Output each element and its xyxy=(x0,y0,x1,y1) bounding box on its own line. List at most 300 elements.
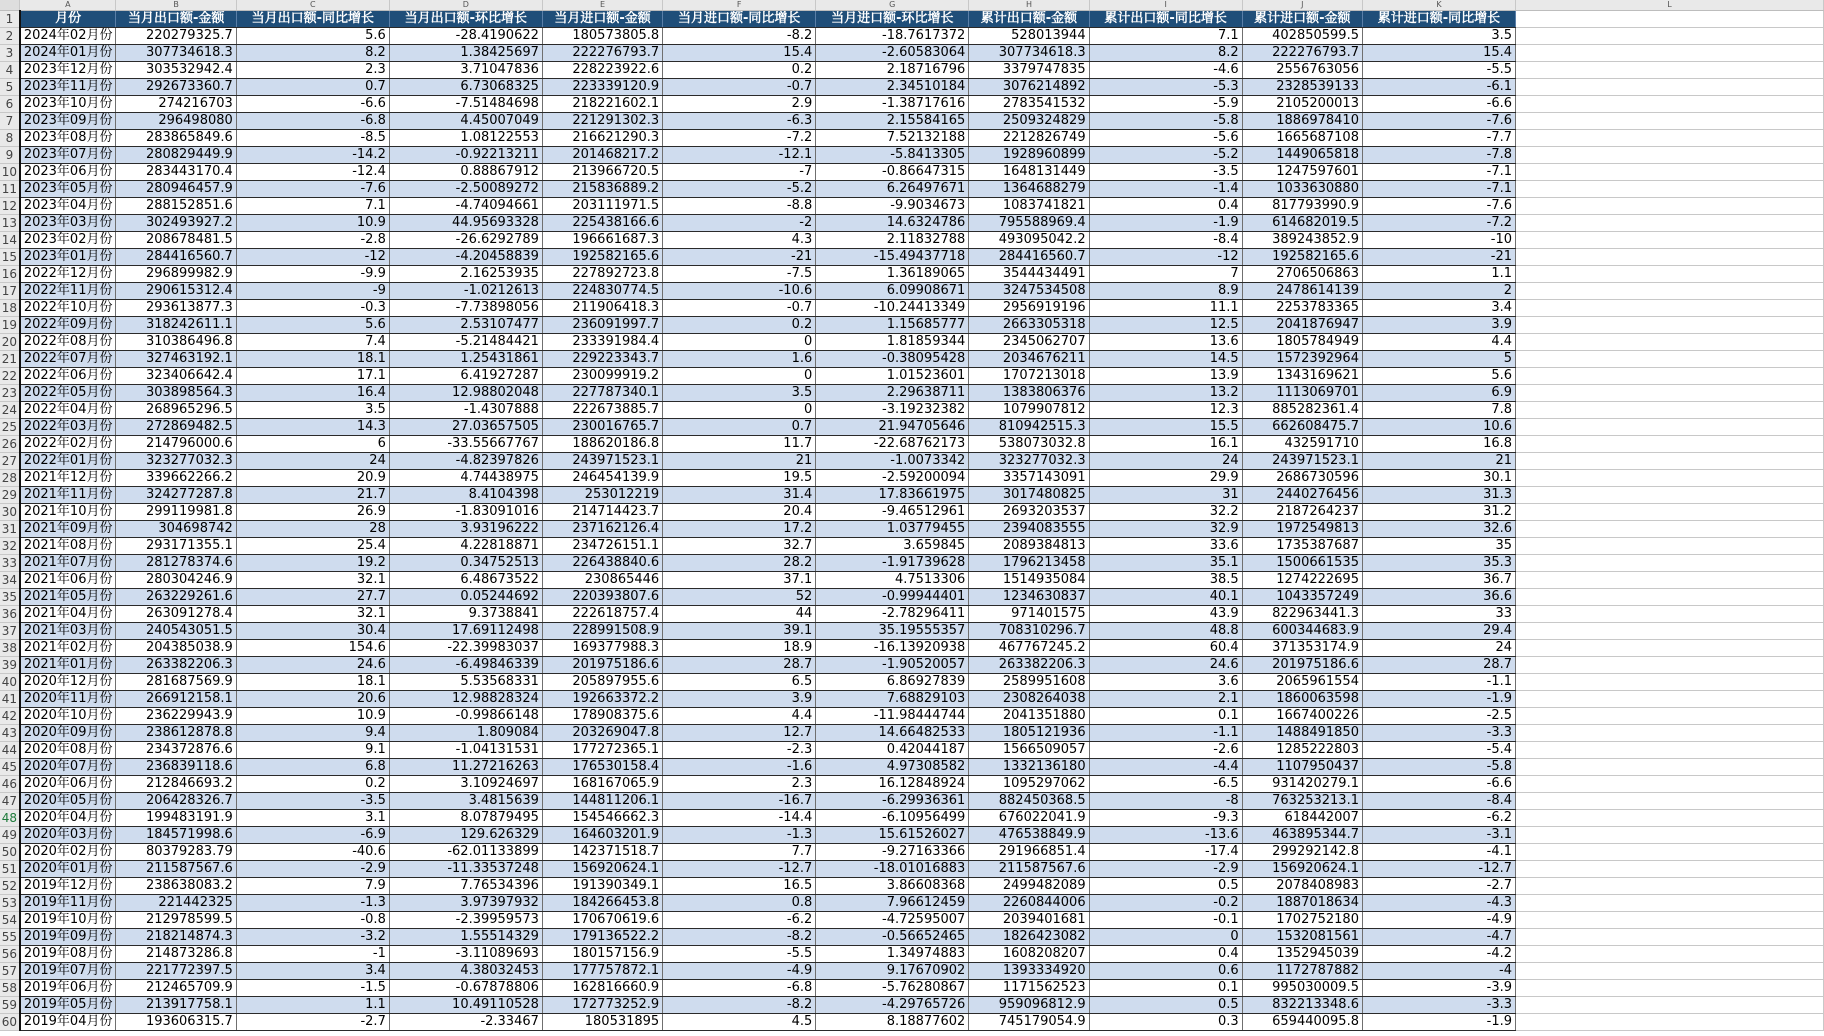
month-cell[interactable]: 2023年09月份 xyxy=(20,113,116,130)
value-cell[interactable]: 162816660.9 xyxy=(542,980,662,997)
empty-cell[interactable] xyxy=(1516,487,1824,504)
value-cell[interactable]: 246454139.9 xyxy=(542,470,662,487)
value-cell[interactable]: 201468217.2 xyxy=(542,147,662,164)
value-cell[interactable]: 1500661535 xyxy=(1242,555,1362,572)
empty-cell[interactable] xyxy=(1516,198,1824,215)
value-cell[interactable]: -0.99944401 xyxy=(816,589,969,606)
empty-cell[interactable] xyxy=(1516,283,1824,300)
value-cell[interactable]: -21 xyxy=(1362,249,1515,266)
value-cell[interactable]: 144811206.1 xyxy=(542,793,662,810)
value-cell[interactable]: 959096812.9 xyxy=(969,997,1089,1014)
row-number[interactable]: 55 xyxy=(0,929,20,946)
value-cell[interactable]: 26.9 xyxy=(236,504,389,521)
value-cell[interactable]: 339662266.2 xyxy=(116,470,236,487)
value-cell[interactable]: -3.1 xyxy=(1362,827,1515,844)
value-cell[interactable]: 3.6 xyxy=(1089,674,1242,691)
value-cell[interactable]: -6.2 xyxy=(1362,810,1515,827)
value-cell[interactable]: -12.1 xyxy=(663,147,816,164)
value-cell[interactable]: 971401575 xyxy=(969,606,1089,623)
value-cell[interactable]: -33.55667767 xyxy=(389,436,542,453)
empty-cell[interactable] xyxy=(1516,895,1824,912)
value-cell[interactable]: 236091997.7 xyxy=(542,317,662,334)
value-cell[interactable]: 3.659845 xyxy=(816,538,969,555)
value-cell[interactable]: -14.4 xyxy=(663,810,816,827)
value-cell[interactable]: 32.2 xyxy=(1089,504,1242,521)
empty-cell[interactable] xyxy=(1516,147,1824,164)
value-cell[interactable]: -4.9 xyxy=(1362,912,1515,929)
row-number[interactable]: 7 xyxy=(0,113,20,130)
value-cell[interactable]: 290615312.4 xyxy=(116,283,236,300)
value-cell[interactable]: 222276793.7 xyxy=(1242,45,1362,62)
value-cell[interactable]: 154.6 xyxy=(236,640,389,657)
row-number[interactable]: 39 xyxy=(0,657,20,674)
value-cell[interactable]: -7.5 xyxy=(663,266,816,283)
month-cell[interactable]: 2019年06月份 xyxy=(20,980,116,997)
value-cell[interactable]: -7.1 xyxy=(1362,164,1515,181)
month-cell[interactable]: 2019年09月份 xyxy=(20,929,116,946)
value-cell[interactable]: -6.9 xyxy=(236,827,389,844)
column-header-l[interactable]: L xyxy=(1516,0,1824,11)
value-cell[interactable]: 204385038.9 xyxy=(116,640,236,657)
value-cell[interactable]: 882450368.5 xyxy=(969,793,1089,810)
value-cell[interactable]: 272869482.5 xyxy=(116,419,236,436)
value-cell[interactable]: 1.25431861 xyxy=(389,351,542,368)
value-cell[interactable]: -1.6 xyxy=(663,759,816,776)
value-cell[interactable]: -14.2 xyxy=(236,147,389,164)
value-cell[interactable]: 213966720.5 xyxy=(542,164,662,181)
month-cell[interactable]: 2022年02月份 xyxy=(20,436,116,453)
value-cell[interactable]: -2.33467 xyxy=(389,1014,542,1031)
value-cell[interactable]: -5.76280867 xyxy=(816,980,969,997)
value-cell[interactable]: -2.7 xyxy=(1362,878,1515,895)
value-cell[interactable]: -1 xyxy=(236,946,389,963)
value-cell[interactable]: -2.39959573 xyxy=(389,912,542,929)
value-cell[interactable]: 31.4 xyxy=(663,487,816,504)
value-cell[interactable]: 1886978410 xyxy=(1242,113,1362,130)
month-cell[interactable]: 2022年05月份 xyxy=(20,385,116,402)
value-cell[interactable]: 2065961554 xyxy=(1242,674,1362,691)
value-cell[interactable]: -7.51484698 xyxy=(389,96,542,113)
empty-cell[interactable] xyxy=(1516,402,1824,419)
value-cell[interactable]: -1.9 xyxy=(1089,215,1242,232)
value-cell[interactable]: 7.52132188 xyxy=(816,130,969,147)
value-cell[interactable]: 4.22818871 xyxy=(389,538,542,555)
value-cell[interactable]: 2.11832788 xyxy=(816,232,969,249)
value-cell[interactable]: 230099919.2 xyxy=(542,368,662,385)
value-cell[interactable]: 817793990.9 xyxy=(1242,198,1362,215)
value-cell[interactable]: -9.9034673 xyxy=(816,198,969,215)
value-cell[interactable]: 17.1 xyxy=(236,368,389,385)
value-cell[interactable]: 5.6 xyxy=(236,28,389,45)
value-cell[interactable]: 6.09908671 xyxy=(816,283,969,300)
month-cell[interactable]: 2022年09月份 xyxy=(20,317,116,334)
value-cell[interactable]: 43.9 xyxy=(1089,606,1242,623)
row-number[interactable]: 36 xyxy=(0,606,20,623)
value-cell[interactable]: 236839118.6 xyxy=(116,759,236,776)
value-cell[interactable]: -1.0212613 xyxy=(389,283,542,300)
header-cell[interactable]: 累计出口额-同比增长 xyxy=(1089,11,1242,28)
value-cell[interactable]: 2.9 xyxy=(663,96,816,113)
value-cell[interactable]: -4.2 xyxy=(1362,946,1515,963)
value-cell[interactable]: -12 xyxy=(236,249,389,266)
value-cell[interactable]: 292673360.7 xyxy=(116,79,236,96)
value-cell[interactable]: 238638083.2 xyxy=(116,878,236,895)
value-cell[interactable]: 822963441.3 xyxy=(1242,606,1362,623)
value-cell[interactable]: -1.91739628 xyxy=(816,555,969,572)
value-cell[interactable]: 28.7 xyxy=(1362,657,1515,674)
empty-cell[interactable] xyxy=(1516,674,1824,691)
value-cell[interactable]: -3.11089693 xyxy=(389,946,542,963)
value-cell[interactable]: 15.5 xyxy=(1089,419,1242,436)
empty-cell[interactable] xyxy=(1516,742,1824,759)
value-cell[interactable]: 931420279.1 xyxy=(1242,776,1362,793)
value-cell[interactable]: 266912158.1 xyxy=(116,691,236,708)
empty-cell[interactable] xyxy=(1516,300,1824,317)
value-cell[interactable]: 17.69112498 xyxy=(389,623,542,640)
value-cell[interactable]: 222618757.4 xyxy=(542,606,662,623)
value-cell[interactable]: 156920624.1 xyxy=(1242,861,1362,878)
value-cell[interactable]: 3.5 xyxy=(663,385,816,402)
value-cell[interactable]: 21.7 xyxy=(236,487,389,504)
value-cell[interactable]: 16.12848924 xyxy=(816,776,969,793)
empty-cell[interactable] xyxy=(1516,657,1824,674)
value-cell[interactable]: 201975186.6 xyxy=(542,657,662,674)
value-cell[interactable]: 0.42044187 xyxy=(816,742,969,759)
value-cell[interactable]: 1.01523601 xyxy=(816,368,969,385)
value-cell[interactable]: 2212826749 xyxy=(969,130,1089,147)
empty-cell[interactable] xyxy=(1516,130,1824,147)
value-cell[interactable]: -4.1 xyxy=(1362,844,1515,861)
value-cell[interactable]: -8.2 xyxy=(663,997,816,1014)
value-cell[interactable]: 3.1 xyxy=(236,810,389,827)
value-cell[interactable]: -21 xyxy=(663,249,816,266)
value-cell[interactable]: 1352945039 xyxy=(1242,946,1362,963)
value-cell[interactable]: 1113069701 xyxy=(1242,385,1362,402)
value-cell[interactable]: -22.68762173 xyxy=(816,436,969,453)
value-cell[interactable]: 142371518.7 xyxy=(542,844,662,861)
value-cell[interactable]: 280946457.9 xyxy=(116,181,236,198)
column-header-f[interactable]: F xyxy=(663,0,816,11)
value-cell[interactable]: 1796213458 xyxy=(969,555,1089,572)
value-cell[interactable]: 0 xyxy=(663,334,816,351)
column-header-d[interactable]: D xyxy=(389,0,542,11)
value-cell[interactable]: 30.4 xyxy=(236,623,389,640)
value-cell[interactable]: -6.10956499 xyxy=(816,810,969,827)
value-cell[interactable]: 233391984.4 xyxy=(542,334,662,351)
row-number[interactable]: 57 xyxy=(0,963,20,980)
value-cell[interactable]: 24 xyxy=(1089,453,1242,470)
value-cell[interactable]: 2556763056 xyxy=(1242,62,1362,79)
value-cell[interactable]: 3.86608368 xyxy=(816,878,969,895)
value-cell[interactable]: 188620186.8 xyxy=(542,436,662,453)
row-number[interactable]: 10 xyxy=(0,164,20,181)
value-cell[interactable]: 236229943.9 xyxy=(116,708,236,725)
value-cell[interactable]: 201975186.6 xyxy=(1242,657,1362,674)
value-cell[interactable]: -7.1 xyxy=(1362,181,1515,198)
value-cell[interactable]: -8 xyxy=(1089,793,1242,810)
value-cell[interactable]: 205897955.6 xyxy=(542,674,662,691)
value-cell[interactable]: 3.9 xyxy=(1362,317,1515,334)
value-cell[interactable]: 177757872.1 xyxy=(542,963,662,980)
value-cell[interactable]: 192582165.6 xyxy=(542,249,662,266)
value-cell[interactable]: 310386496.8 xyxy=(116,334,236,351)
value-cell[interactable]: 1.03779455 xyxy=(816,521,969,538)
value-cell[interactable]: 3076214892 xyxy=(969,79,1089,96)
value-cell[interactable]: 6.5 xyxy=(663,674,816,691)
value-cell[interactable]: 4.3 xyxy=(663,232,816,249)
value-cell[interactable]: -3.3 xyxy=(1362,725,1515,742)
value-cell[interactable]: 0.1 xyxy=(1089,708,1242,725)
value-cell[interactable]: 2956919196 xyxy=(969,300,1089,317)
empty-cell[interactable] xyxy=(1516,45,1824,62)
value-cell[interactable]: 230865446 xyxy=(542,572,662,589)
value-cell[interactable]: 318242611.1 xyxy=(116,317,236,334)
value-cell[interactable]: -8.4 xyxy=(1089,232,1242,249)
value-cell[interactable]: 60.4 xyxy=(1089,640,1242,657)
value-cell[interactable]: 168167065.9 xyxy=(542,776,662,793)
value-cell[interactable]: -2.3 xyxy=(663,742,816,759)
value-cell[interactable]: 2.34510184 xyxy=(816,79,969,96)
value-cell[interactable]: -1.04131531 xyxy=(389,742,542,759)
value-cell[interactable]: -7.8 xyxy=(1362,147,1515,164)
value-cell[interactable]: 32.1 xyxy=(236,572,389,589)
value-cell[interactable]: 178908375.6 xyxy=(542,708,662,725)
value-cell[interactable]: 8.2 xyxy=(1089,45,1242,62)
value-cell[interactable]: -3.5 xyxy=(236,793,389,810)
month-cell[interactable]: 2020年08月份 xyxy=(20,742,116,759)
empty-cell[interactable] xyxy=(1516,11,1824,28)
value-cell[interactable]: 3.5 xyxy=(236,402,389,419)
value-cell[interactable]: 0.4 xyxy=(1089,946,1242,963)
value-cell[interactable]: 221291302.3 xyxy=(542,113,662,130)
value-cell[interactable]: 281687569.9 xyxy=(116,674,236,691)
month-cell[interactable]: 2021年05月份 xyxy=(20,589,116,606)
month-cell[interactable]: 2023年07月份 xyxy=(20,147,116,164)
value-cell[interactable]: 371353174.9 xyxy=(1242,640,1362,657)
value-cell[interactable]: 9.1 xyxy=(236,742,389,759)
value-cell[interactable]: 1274222695 xyxy=(1242,572,1362,589)
month-cell[interactable]: 2019年08月份 xyxy=(20,946,116,963)
value-cell[interactable]: 229223343.7 xyxy=(542,351,662,368)
value-cell[interactable]: -0.8 xyxy=(236,912,389,929)
month-cell[interactable]: 2021年09月份 xyxy=(20,521,116,538)
value-cell[interactable]: -2.9 xyxy=(236,861,389,878)
value-cell[interactable]: 2499482089 xyxy=(969,878,1089,895)
value-cell[interactable]: -0.7 xyxy=(663,79,816,96)
month-cell[interactable]: 2022年01月份 xyxy=(20,453,116,470)
value-cell[interactable]: 13.2 xyxy=(1089,385,1242,402)
value-cell[interactable]: -6.5 xyxy=(1089,776,1242,793)
value-cell[interactable]: 304698742 xyxy=(116,521,236,538)
value-cell[interactable]: 7 xyxy=(1089,266,1242,283)
value-cell[interactable]: 16.8 xyxy=(1362,436,1515,453)
value-cell[interactable]: 324277287.8 xyxy=(116,487,236,504)
value-cell[interactable]: 184266453.8 xyxy=(542,895,662,912)
empty-cell[interactable] xyxy=(1516,980,1824,997)
value-cell[interactable]: 0.88867912 xyxy=(389,164,542,181)
value-cell[interactable]: -7.2 xyxy=(1362,215,1515,232)
value-cell[interactable]: 196661687.3 xyxy=(542,232,662,249)
month-cell[interactable]: 2022年03月份 xyxy=(20,419,116,436)
value-cell[interactable]: 177272365.1 xyxy=(542,742,662,759)
value-cell[interactable]: 21 xyxy=(1362,453,1515,470)
value-cell[interactable]: 2187264237 xyxy=(1242,504,1362,521)
value-cell[interactable]: 199483191.9 xyxy=(116,810,236,827)
value-cell[interactable]: -6.6 xyxy=(236,96,389,113)
month-cell[interactable]: 2024年01月份 xyxy=(20,45,116,62)
value-cell[interactable]: 176530158.4 xyxy=(542,759,662,776)
empty-cell[interactable] xyxy=(1516,640,1824,657)
value-cell[interactable]: -2.59200094 xyxy=(816,470,969,487)
empty-cell[interactable] xyxy=(1516,572,1824,589)
value-cell[interactable]: 211906418.3 xyxy=(542,300,662,317)
value-cell[interactable]: 1079907812 xyxy=(969,402,1089,419)
column-header-e[interactable]: E xyxy=(542,0,662,11)
value-cell[interactable]: 170670619.6 xyxy=(542,912,662,929)
value-cell[interactable]: 2.1 xyxy=(1089,691,1242,708)
value-cell[interactable]: -28.4190622 xyxy=(389,28,542,45)
value-cell[interactable]: -0.3 xyxy=(236,300,389,317)
value-cell[interactable]: 288152851.6 xyxy=(116,198,236,215)
value-cell[interactable]: 2686730596 xyxy=(1242,470,1362,487)
value-cell[interactable]: -7.6 xyxy=(236,181,389,198)
value-cell[interactable]: 39.1 xyxy=(663,623,816,640)
value-cell[interactable]: 1449065818 xyxy=(1242,147,1362,164)
value-cell[interactable]: 15.61526027 xyxy=(816,827,969,844)
value-cell[interactable]: 795588969.4 xyxy=(969,215,1089,232)
value-cell[interactable]: 3.4815639 xyxy=(389,793,542,810)
month-cell[interactable]: 2022年04月份 xyxy=(20,402,116,419)
empty-cell[interactable] xyxy=(1516,232,1824,249)
month-cell[interactable]: 2022年11月份 xyxy=(20,283,116,300)
value-cell[interactable]: -4.4 xyxy=(1089,759,1242,776)
value-cell[interactable]: 29.4 xyxy=(1362,623,1515,640)
value-cell[interactable]: 6.9 xyxy=(1362,385,1515,402)
value-cell[interactable]: -62.01133899 xyxy=(389,844,542,861)
value-cell[interactable]: -11.33537248 xyxy=(389,861,542,878)
header-cell[interactable]: 累计进口额-金额 xyxy=(1242,11,1362,28)
value-cell[interactable]: 763253213.1 xyxy=(1242,793,1362,810)
empty-cell[interactable] xyxy=(1516,249,1824,266)
value-cell[interactable]: 1665687108 xyxy=(1242,130,1362,147)
value-cell[interactable]: 2 xyxy=(1362,283,1515,300)
row-number[interactable]: 5 xyxy=(0,79,20,96)
value-cell[interactable]: 44.95693328 xyxy=(389,215,542,232)
empty-cell[interactable] xyxy=(1516,436,1824,453)
value-cell[interactable]: 3.4 xyxy=(1362,300,1515,317)
value-cell[interactable]: 18.1 xyxy=(236,351,389,368)
empty-cell[interactable] xyxy=(1516,521,1824,538)
row-number[interactable]: 12 xyxy=(0,198,20,215)
value-cell[interactable]: 467767245.2 xyxy=(969,640,1089,657)
value-cell[interactable]: -1.9 xyxy=(1362,1014,1515,1031)
value-cell[interactable]: 11.7 xyxy=(663,436,816,453)
value-cell[interactable]: 3.4 xyxy=(236,963,389,980)
empty-cell[interactable] xyxy=(1516,79,1824,96)
value-cell[interactable]: 222673885.7 xyxy=(542,402,662,419)
value-cell[interactable]: 14.66482533 xyxy=(816,725,969,742)
value-cell[interactable]: -3.3 xyxy=(1362,997,1515,1014)
row-number[interactable]: 16 xyxy=(0,266,20,283)
value-cell[interactable]: 228223922.6 xyxy=(542,62,662,79)
value-cell[interactable]: -5.21484421 xyxy=(389,334,542,351)
value-cell[interactable]: -7.6 xyxy=(1362,198,1515,215)
value-cell[interactable]: 253012219 xyxy=(542,487,662,504)
value-cell[interactable]: 745179054.9 xyxy=(969,1014,1089,1031)
value-cell[interactable]: 476538849.9 xyxy=(969,827,1089,844)
value-cell[interactable]: 810942515.3 xyxy=(969,419,1089,436)
value-cell[interactable]: -7.73898056 xyxy=(389,300,542,317)
empty-cell[interactable] xyxy=(1516,606,1824,623)
value-cell[interactable]: 214714423.7 xyxy=(542,504,662,521)
value-cell[interactable]: 180157156.9 xyxy=(542,946,662,963)
value-cell[interactable]: 832213348.6 xyxy=(1242,997,1362,1014)
value-cell[interactable]: 6.8 xyxy=(236,759,389,776)
value-cell[interactable]: -2.78296411 xyxy=(816,606,969,623)
month-cell[interactable]: 2023年05月份 xyxy=(20,181,116,198)
value-cell[interactable]: 6.48673522 xyxy=(389,572,542,589)
header-cell[interactable]: 当月进口额-金额 xyxy=(542,11,662,28)
value-cell[interactable]: 20.6 xyxy=(236,691,389,708)
value-cell[interactable]: -0.7 xyxy=(663,300,816,317)
value-cell[interactable]: 220393807.6 xyxy=(542,589,662,606)
value-cell[interactable]: 1.55514329 xyxy=(389,929,542,946)
empty-cell[interactable] xyxy=(1516,419,1824,436)
value-cell[interactable]: 3357143091 xyxy=(969,470,1089,487)
value-cell[interactable]: -3.5 xyxy=(1089,164,1242,181)
value-cell[interactable]: 4.45007049 xyxy=(389,113,542,130)
month-cell[interactable]: 2020年05月份 xyxy=(20,793,116,810)
value-cell[interactable]: 659440095.8 xyxy=(1242,1014,1362,1031)
value-cell[interactable]: 16.1 xyxy=(1089,436,1242,453)
value-cell[interactable]: -1.1 xyxy=(1089,725,1242,742)
value-cell[interactable]: -1.1 xyxy=(1362,674,1515,691)
empty-cell[interactable] xyxy=(1516,555,1824,572)
value-cell[interactable]: 4.4 xyxy=(1362,334,1515,351)
row-number[interactable]: 27 xyxy=(0,453,20,470)
value-cell[interactable]: -2.7 xyxy=(236,1014,389,1031)
value-cell[interactable]: 1566509057 xyxy=(969,742,1089,759)
empty-cell[interactable] xyxy=(1516,385,1824,402)
header-cell[interactable]: 当月进口额-环比增长 xyxy=(816,11,969,28)
value-cell[interactable]: 1171562523 xyxy=(969,980,1089,997)
value-cell[interactable]: 220279325.7 xyxy=(116,28,236,45)
value-cell[interactable]: 32.7 xyxy=(663,538,816,555)
month-cell[interactable]: 2022年06月份 xyxy=(20,368,116,385)
row-number[interactable]: 52 xyxy=(0,878,20,895)
value-cell[interactable]: 0 xyxy=(1089,929,1242,946)
value-cell[interactable]: -4.72595007 xyxy=(816,912,969,929)
value-cell[interactable]: 2260844006 xyxy=(969,895,1089,912)
value-cell[interactable]: -1.5 xyxy=(236,980,389,997)
value-cell[interactable]: 2105200013 xyxy=(1242,96,1362,113)
value-cell[interactable]: -7.6 xyxy=(1362,113,1515,130)
empty-cell[interactable] xyxy=(1516,1014,1824,1031)
row-number[interactable]: 29 xyxy=(0,487,20,504)
value-cell[interactable]: 6.41927287 xyxy=(389,368,542,385)
value-cell[interactable]: -8.4 xyxy=(1362,793,1515,810)
value-cell[interactable]: 27.7 xyxy=(236,589,389,606)
month-cell[interactable]: 2020年07月份 xyxy=(20,759,116,776)
empty-cell[interactable] xyxy=(1516,946,1824,963)
value-cell[interactable]: 5.6 xyxy=(236,317,389,334)
value-cell[interactable]: 463895344.7 xyxy=(1242,827,1362,844)
value-cell[interactable]: -0.86647315 xyxy=(816,164,969,181)
value-cell[interactable]: -9.27163366 xyxy=(816,844,969,861)
value-cell[interactable]: 0.6 xyxy=(1089,963,1242,980)
value-cell[interactable]: 1608208207 xyxy=(969,946,1089,963)
value-cell[interactable]: 214873286.8 xyxy=(116,946,236,963)
